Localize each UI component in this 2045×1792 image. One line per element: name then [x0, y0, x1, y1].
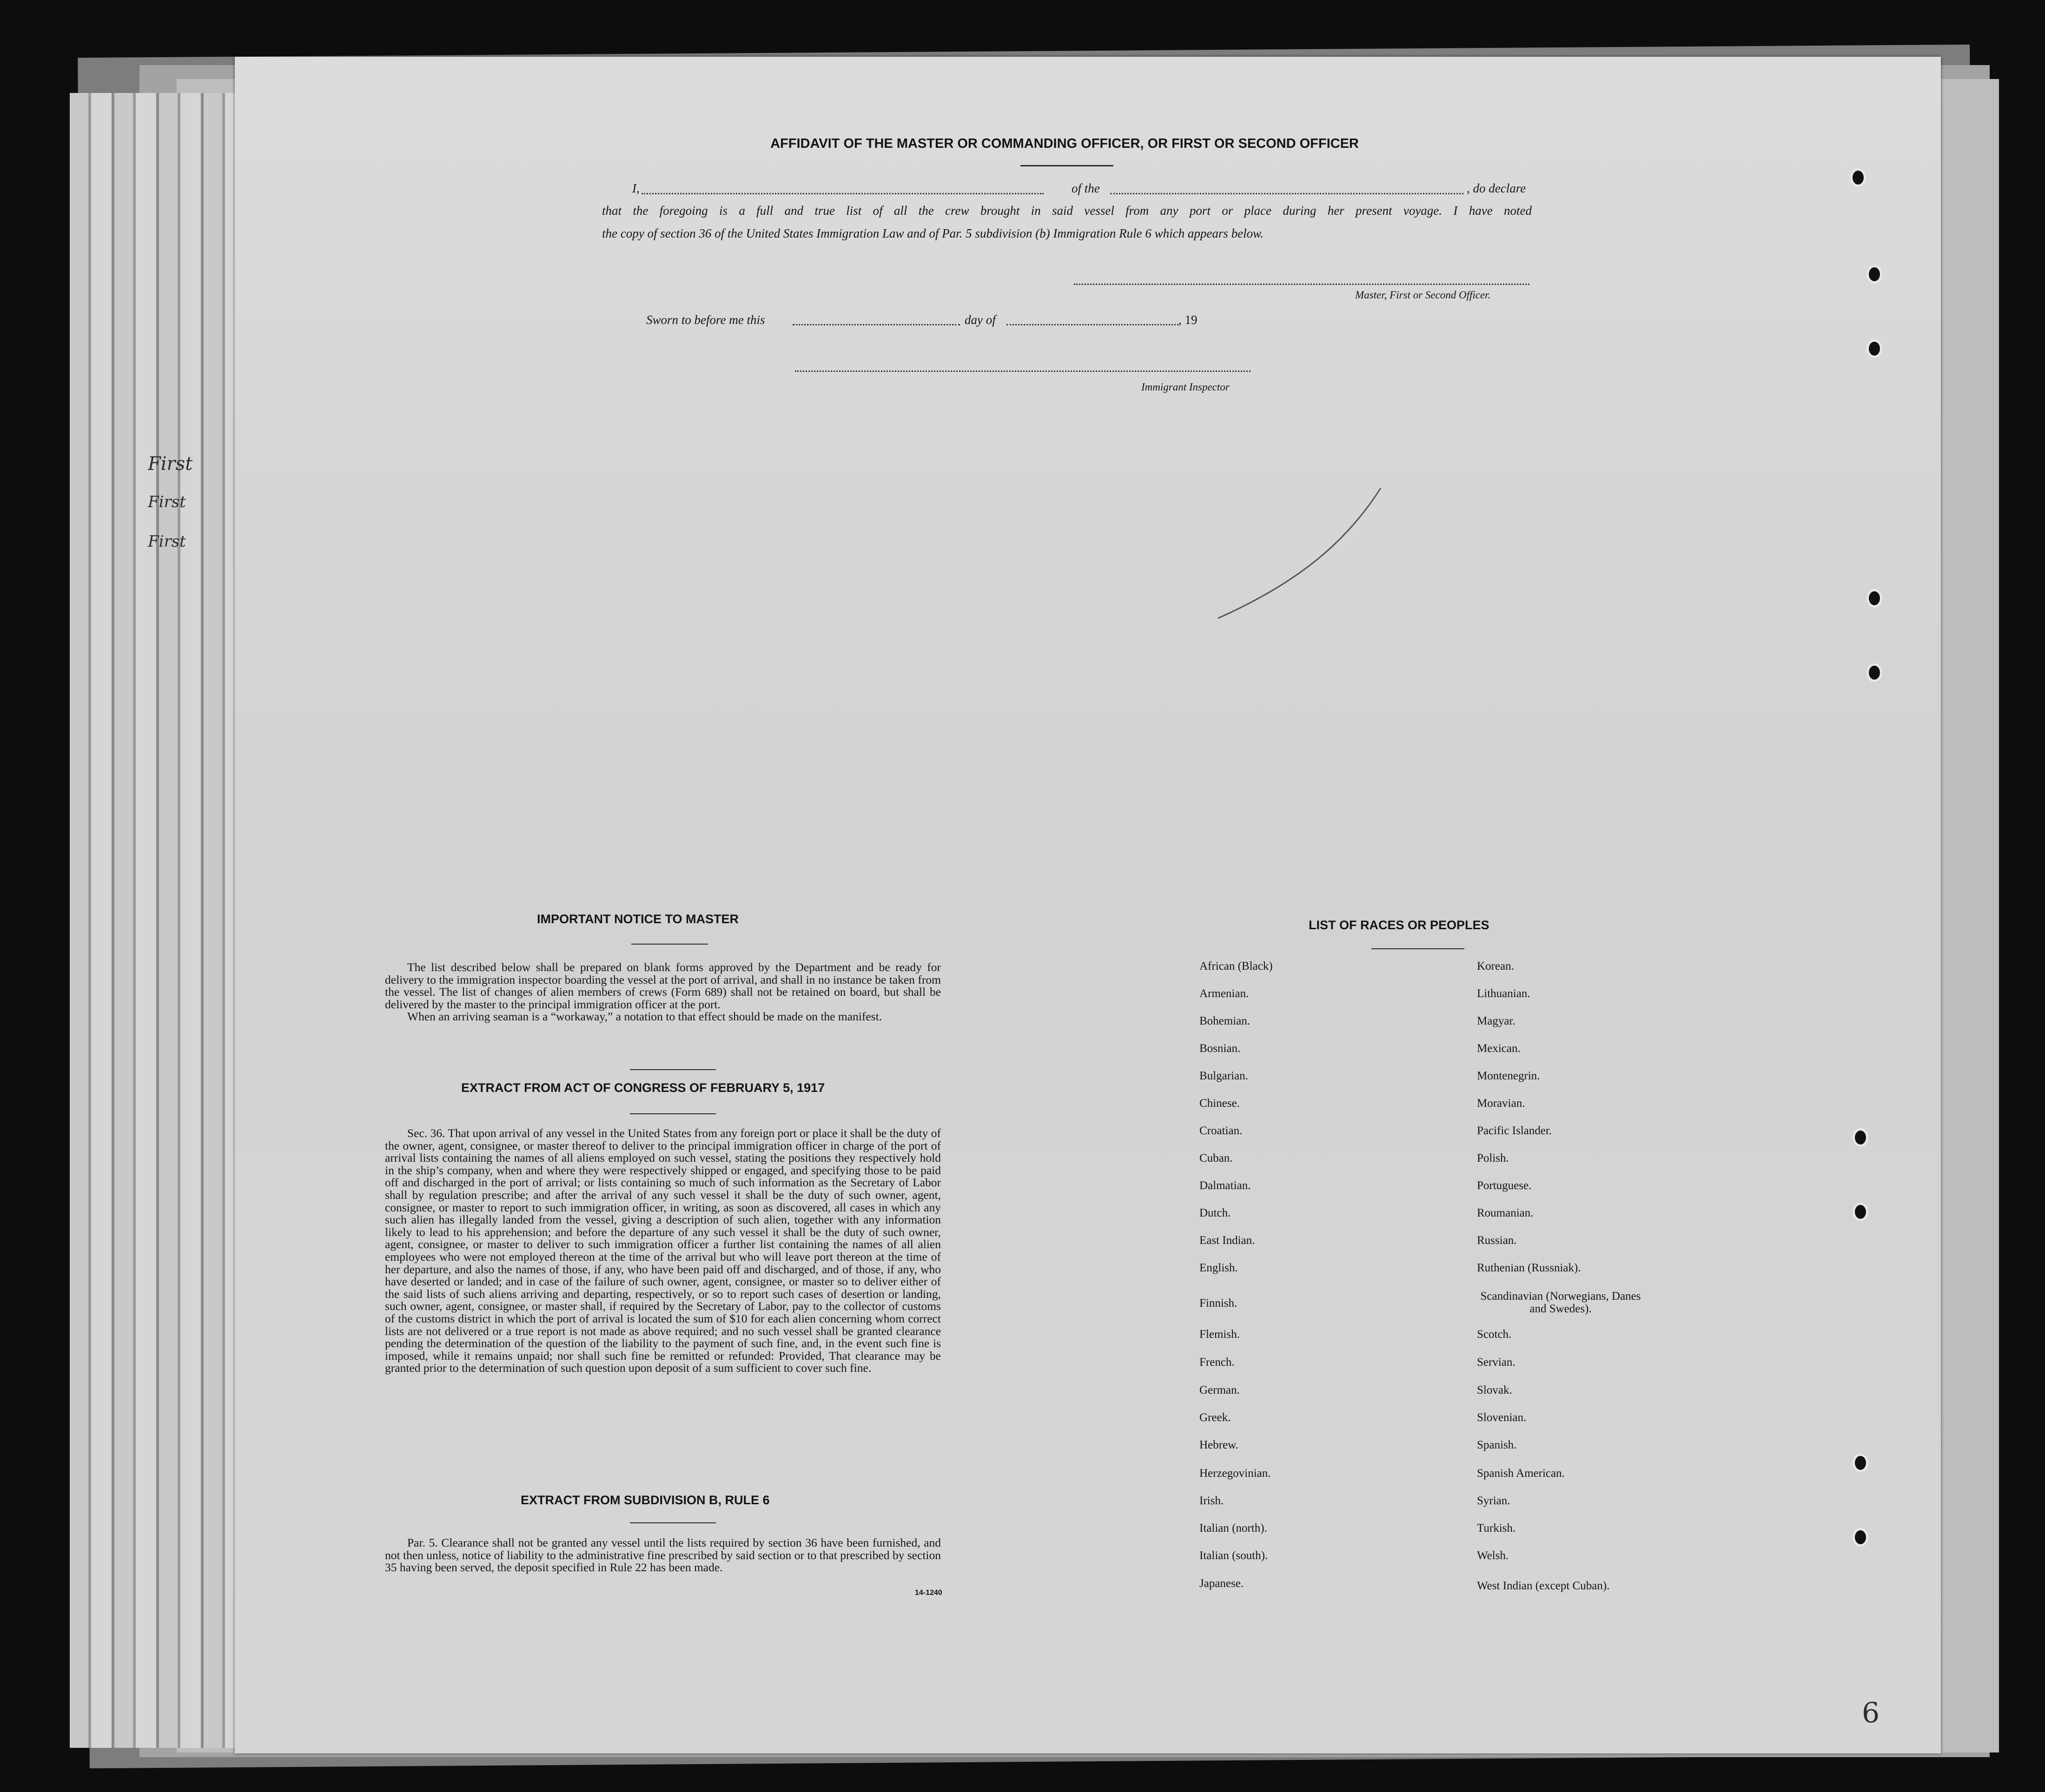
race-item: Italian (south). — [1199, 1549, 1268, 1562]
race-item: German. — [1199, 1384, 1240, 1396]
extract-rule-rule — [630, 1522, 716, 1523]
affidavit-i: I, — [632, 181, 640, 195]
punch-hole — [1866, 265, 1882, 284]
punch-hole — [1853, 1203, 1868, 1221]
race-item: Spanish. — [1477, 1439, 1517, 1451]
race-item: Magyar. — [1477, 1015, 1516, 1027]
race-item: Portuguese. — [1477, 1179, 1532, 1192]
race-item: Finnish. — [1199, 1297, 1238, 1309]
race-item: Mexican. — [1477, 1042, 1521, 1055]
race-item: Welsh. — [1477, 1549, 1509, 1562]
race-item: Syrian. — [1477, 1494, 1510, 1507]
extract-act-title: EXTRACT FROM ACT OF CONGRESS OF FEBRUARY 5, 1917 — [461, 1081, 825, 1095]
race-item: Cuban. — [1199, 1152, 1233, 1164]
race-item: Slovenian. — [1477, 1411, 1527, 1424]
race-item: Lithuanian. — [1477, 987, 1530, 1000]
affidavit-line3: the copy of section 36 of the United States Immigration Law and of Par. 5 subdivision (b) Immigration Rule 6 which appears below. — [602, 226, 1264, 240]
affidavit-of-the: of the — [1072, 181, 1100, 195]
master-caption: Master, First or Second Officer. — [1355, 289, 1491, 301]
year-text: , 19 — [1178, 313, 1198, 327]
affidavit-line2: that the foregoing is a full and true list of all the crew brought in said vessel from any port or place during her present voyage. I have noted — [602, 204, 1532, 218]
race-item: African (Black) — [1199, 960, 1273, 972]
extract-act-rule — [630, 1113, 716, 1114]
race-item: Chinese. — [1199, 1097, 1240, 1110]
section-36-text: Sec. 36. That upon arrival of any vessel in the United States from any foreign port or place it shall be the duty of the owner, agent, consignee, or master thereof to deliver to the principal immigration officer in charge of the port of arrival lists containing the names of all aliens employed on such vessel, stating the positions they respectively hold in the ship’s company, when and where they were respectively shipped or engaged, and specifying those to be paid off and discharged in the port of arrival; or lists containing so much of such information as the Secretary of Labor shall by regulation prescribe; and after the arrival of any such vessel it shall be the duty of such owner, agent, consignee, or master to report to such immigration officer, in writing, as soon as discovered, all cases in which any such alien has illegally landed from the vessel, giving a description of such alien, together with any information likely to lead to his apprehension; and before the departure of any such vessel it shall be the duty of such owner, agent, consignee, or master to deliver to such immigration officer a further list containing the names of all alien employees who were not employed thereon at the time of the arrival but who will leave port thereon at the time of her departure, and also the names of those, if any, who have been paid off and discharged, and of those, if any, who have deserted or landed; and in case of the failure of such owner, agent, consignee, or master so to deliver either of the said lists of such aliens arriving and departing, respectively, or so to report such cases of desertion or landing, such owner, agent, consignee, or master shall, if required by the Secretary of Labor, pay to the collector of customs of the customs district in which the port of arrival is located the sum of $10 for each alien concerning whom correct lists are not delivered or a true report is not made as above required; and no such vessel shall be granted clearance pending the determination of the question of the liability to the payment of such fine, and, in the event such fine is imposed, while it remains unpaid; nor shall such fine be remitted or refunded: Provided, That clearance may be granted prior to the determination of such question upon deposit of a sum sufficient to cover such fine. — [385, 1126, 941, 1375]
race-item: Greek. — [1199, 1411, 1231, 1424]
sworn-text: Sworn to before me this — [646, 313, 765, 327]
race-item: Scandinavian (Norwegians, Danes and Swedes). — [1480, 1290, 1641, 1315]
race-item: Turkish. — [1477, 1522, 1516, 1534]
race-item: Italian (north). — [1199, 1522, 1267, 1534]
race-item: Bohemian. — [1199, 1015, 1251, 1027]
vessel-blank — [1110, 193, 1463, 194]
race-item: English. — [1199, 1262, 1238, 1274]
stacked-page-edges — [70, 93, 237, 1748]
day-blank — [793, 324, 960, 325]
notice-para-1: The list described below shall be prepared on blank forms approved by the Department and be ready for delivery to the immigration inspector boarding the vessel at the port of arrival, and shall in no instance be taken from the vessel. The list of changes of alien members of crews (Form 689) shall not be retained on board, but shall be delivered by the master to the principal immigration officer at the port. — [385, 960, 941, 1011]
extract-rule-body — [385, 1537, 941, 1574]
race-item: Korean. — [1477, 960, 1514, 972]
race-item: Dalmatian. — [1199, 1179, 1251, 1192]
race-item: Hebrew. — [1199, 1439, 1238, 1451]
master-signature-line — [1074, 284, 1529, 285]
inspector-caption: Immigrant Inspector — [1141, 381, 1230, 393]
notice-title: IMPORTANT NOTICE TO MASTER — [537, 912, 739, 926]
race-item: Moravian. — [1477, 1097, 1525, 1110]
race-item: Roumanian. — [1477, 1207, 1534, 1219]
race-item: Montenegrin. — [1477, 1070, 1540, 1082]
day-of-text: day of — [965, 313, 996, 327]
race-item: Japanese. — [1199, 1577, 1244, 1590]
races-rule — [1371, 948, 1418, 949]
punch-hole — [1866, 339, 1882, 358]
punch-hole — [1866, 663, 1882, 682]
race-item: East Indian. — [1199, 1234, 1255, 1247]
race-item: Flemish. — [1199, 1328, 1240, 1341]
punch-hole — [1850, 168, 1866, 187]
races-title: LIST OF RACES OR PEOPLES — [1309, 918, 1489, 932]
extract-rule-title: EXTRACT FROM SUBDIVISION B, RULE 6 — [521, 1493, 770, 1507]
margin-note: First — [148, 453, 193, 475]
inspector-signature-line — [795, 370, 1251, 372]
race-item: Slovak. — [1477, 1384, 1512, 1396]
margin-note: First — [148, 532, 186, 551]
race-item: Pacific Islander. — [1477, 1124, 1552, 1137]
race-item: Herzegovinian. — [1199, 1467, 1271, 1480]
affidavit-title: AFFIDAVIT OF THE MASTER OR COMMANDING OFFICER, OR FIRST OR SECOND OFFICER — [770, 136, 1359, 151]
race-item: Bosnian. — [1199, 1042, 1241, 1055]
title-rule — [1020, 165, 1113, 166]
race-item: Ruthenian (Russniak). — [1477, 1262, 1581, 1274]
race-item: Servian. — [1477, 1356, 1516, 1369]
margin-note: First — [148, 493, 186, 511]
page-mark: 6 — [1862, 1697, 1880, 1729]
race-item: Dutch. — [1199, 1207, 1231, 1219]
pen-stroke — [1209, 483, 1385, 623]
race-item: West Indian (except Cuban). — [1477, 1580, 1610, 1592]
extract-act-body — [385, 1127, 941, 1375]
race-item: Polish. — [1477, 1152, 1509, 1164]
punch-hole — [1853, 1454, 1868, 1472]
manifest-page — [235, 57, 1941, 1753]
race-item: Irish. — [1199, 1494, 1224, 1507]
punch-hole — [1866, 589, 1882, 608]
race-item: Armenian. — [1199, 987, 1249, 1000]
race-item: French. — [1199, 1356, 1235, 1369]
races-rule — [1418, 948, 1464, 949]
notice-para-2: When an arriving seaman is a “workaway,” a notation to that effect should be made on the manifest. — [407, 1010, 882, 1024]
punch-hole — [1853, 1128, 1868, 1147]
race-item: Spanish American. — [1477, 1467, 1565, 1480]
name-blank — [642, 193, 1044, 194]
form-number: 14-1240 — [915, 1589, 942, 1597]
race-item: Croatian. — [1199, 1124, 1243, 1137]
race-item: Scotch. — [1477, 1328, 1512, 1341]
affidavit-declare: , do declare — [1467, 181, 1526, 195]
notice-body — [385, 961, 941, 1023]
notice-divider — [630, 1069, 716, 1070]
notice-rule — [631, 944, 708, 945]
race-item: Bulgarian. — [1199, 1070, 1248, 1082]
rule-6-text: Par. 5. Clearance shall not be granted any vessel until the lists required by section 36 have been furnished, and not then unless, notice of liability to the administrative fine prescribed by said section or to that prescribed by section 35 having been served, the deposit specified in Rule 22 has been made. — [385, 1536, 941, 1574]
month-blank — [1006, 324, 1178, 325]
race-item: Russian. — [1477, 1234, 1517, 1247]
punch-hole — [1853, 1528, 1868, 1547]
